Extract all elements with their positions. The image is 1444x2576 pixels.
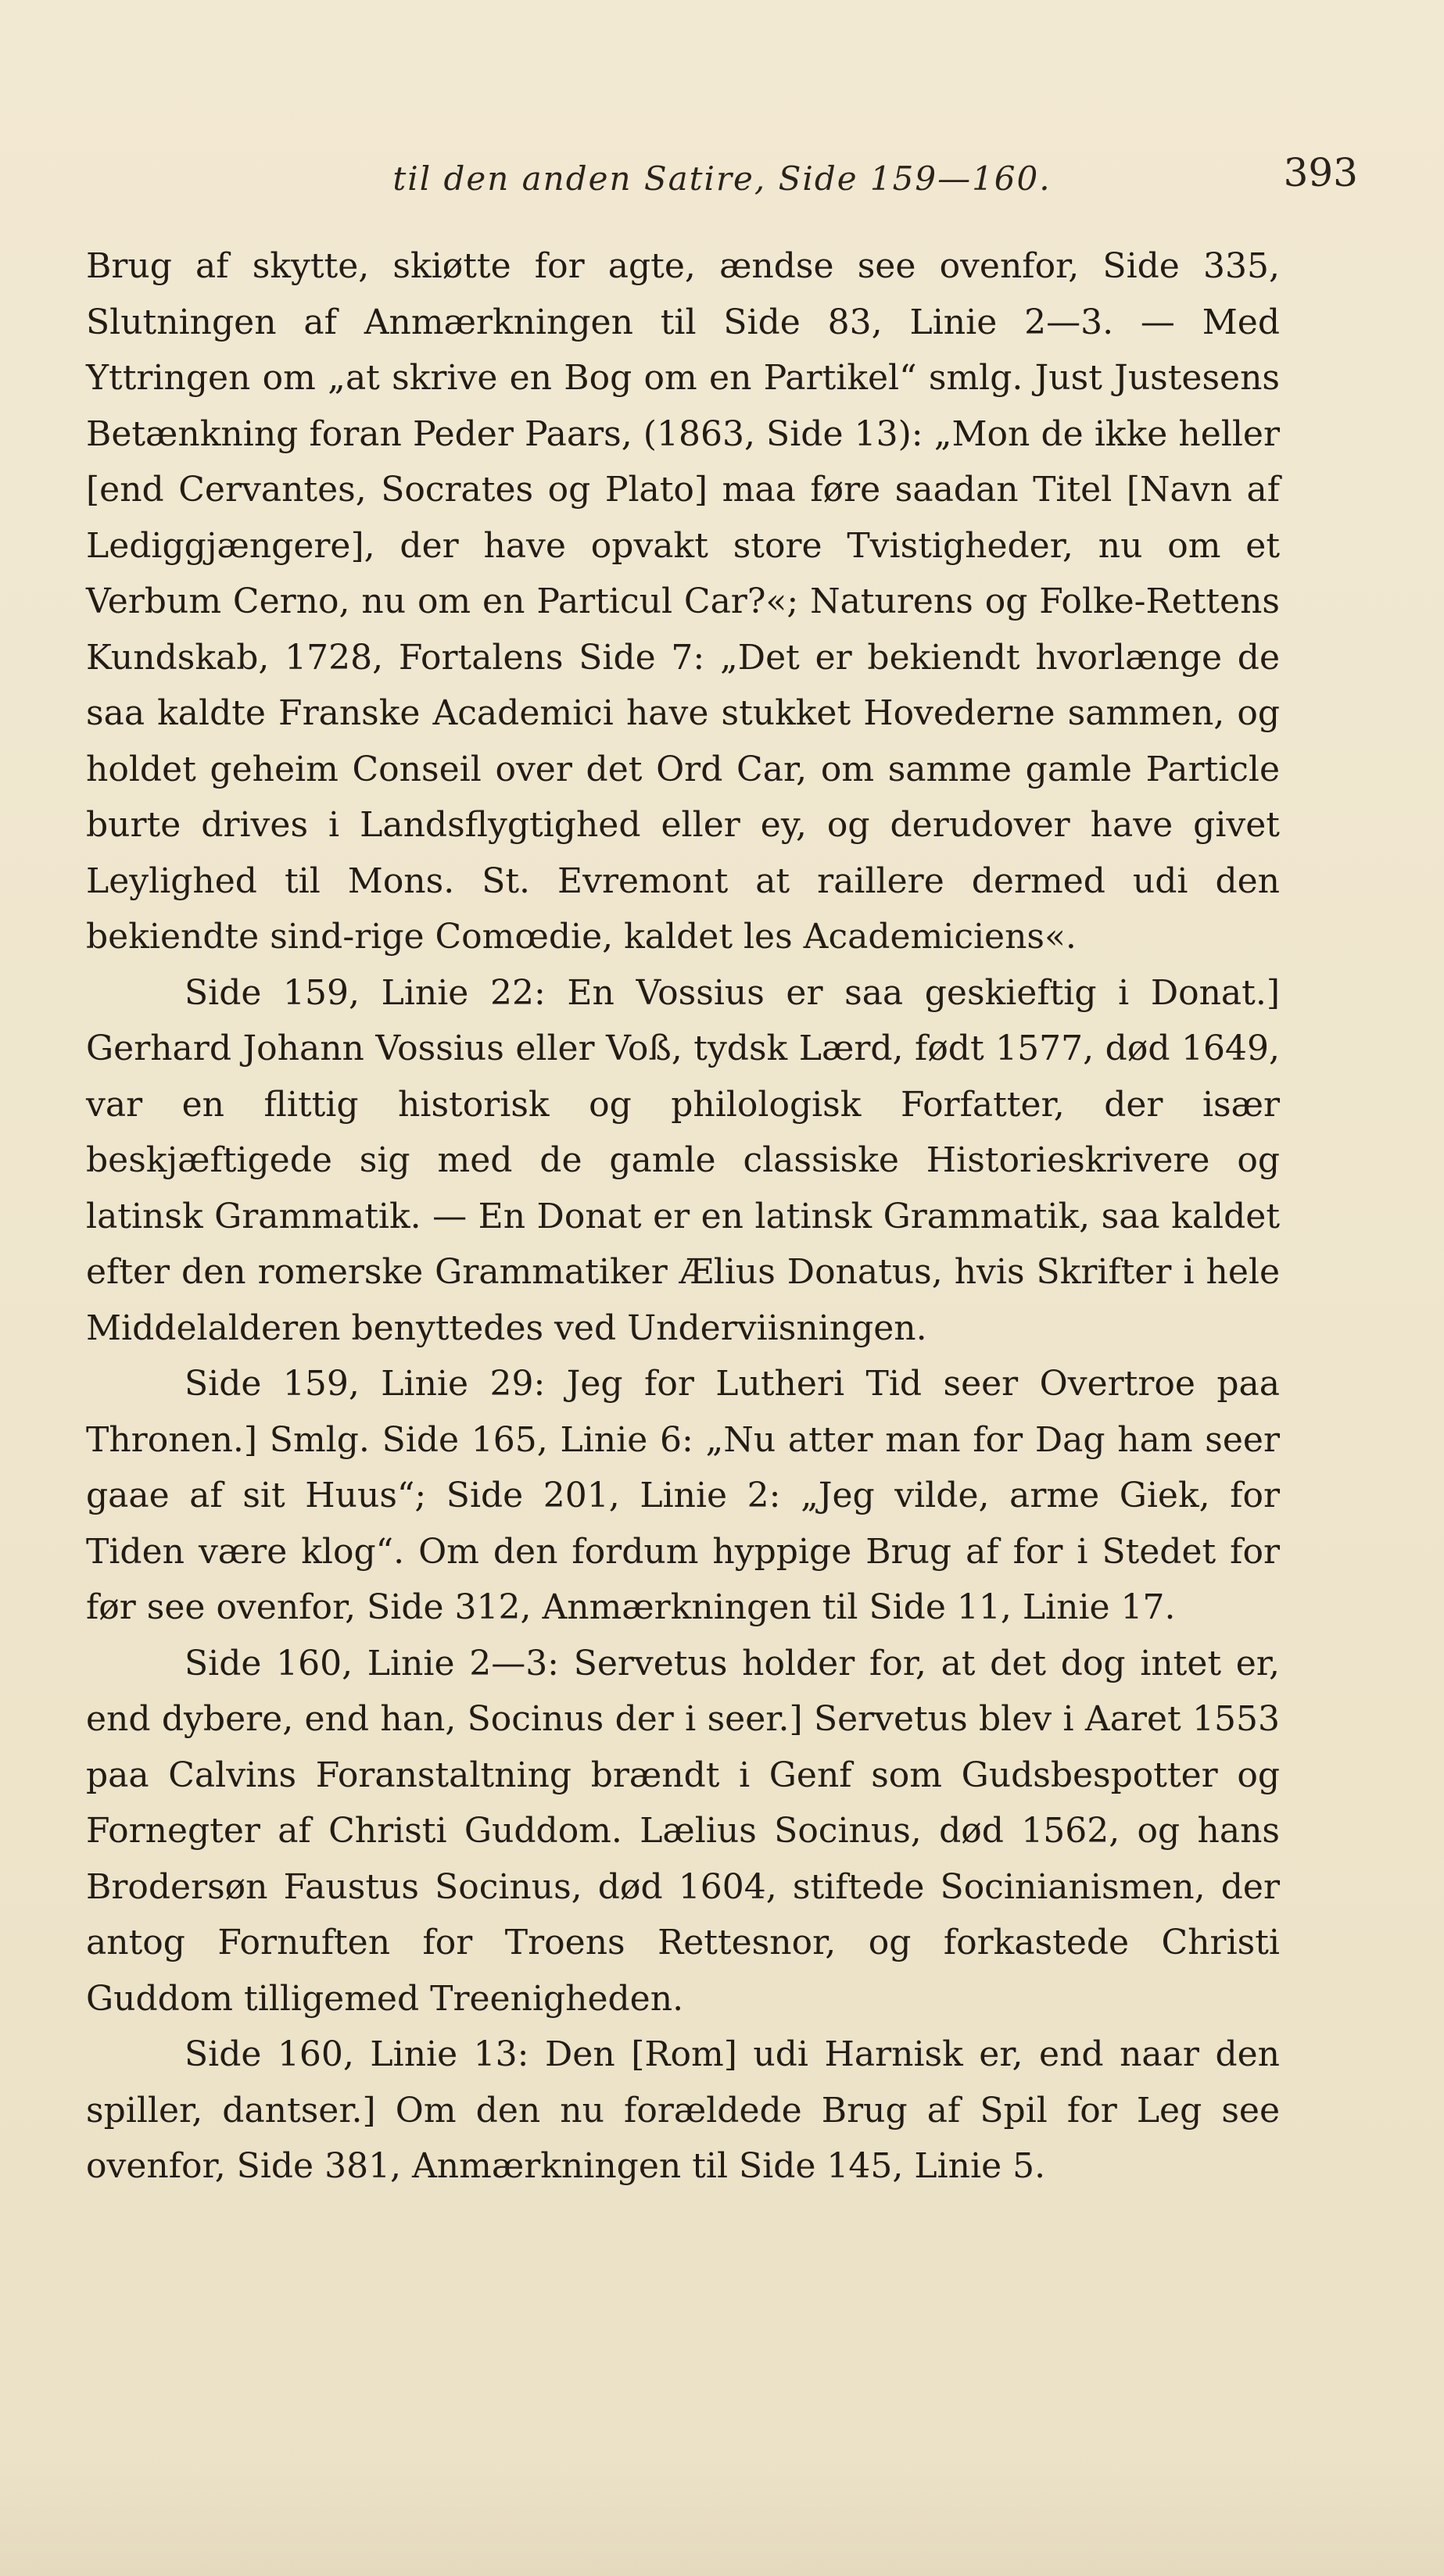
paragraph-note-servetus: Side 160, Linie 2—3: Servetus holder for, at det dog intet er, end dybere, end han, Socinus der i seer.] Servetus blev i Aaret 1553 paa Calvins Foranstaltning brændt i Genf som Gudsbespotter og Fornegter af Christi Guddom. Lælius Socinus, død 1562, og hans Brodersøn Faustus Socinus, død 1604, stiftede Socinianismen, der antog Fornuften for Troens Rettesnor, og forkastede Christi Guddom tilligemed Treenigheden. <box>86 1643 1280 2019</box>
paragraph-note-harnisk: Side 160, Linie 13: Den [Rom] udi Harnisk er, end naar den spiller, dantser.] Om den nu forældede Brug af Spil for Leg see ovenfor, Side 381, Anmærkningen til Side 145, Linie 5. <box>86 2034 1280 2186</box>
page-bottom-shade <box>0 2467 1444 2576</box>
page-header <box>86 150 1358 205</box>
page-number: 393 <box>1283 150 1358 195</box>
paragraph-note-vossius: Side 159, Linie 22: En Vossius er saa geskieftig i Donat.] Gerhard Johann Vossius eller Voß, tydsk Lærd, født 1577, død 1649, var en flittig historisk og philologisk Forfatter, der især beskjæftigede sig med de gamle classiske Historieskrivere og latinsk Grammatik. — En Donat er en latinsk Grammatik, saa kaldet efter den romerske Grammatiker Ælius Donatus, hvis Skrifter i hele Middelalderen benyttedes ved Underviisningen. <box>86 972 1280 1348</box>
running-head: til den anden Satire, Side 159—160. <box>392 159 1052 198</box>
body-text <box>86 238 1280 2195</box>
paragraph-continuation: Brug af skytte, skiøtte for agte, ændse see ovenfor, Side 335, Slutningen af Anmærkningen til Side 83, Linie 2—3. — Med Yttringen om „at skrive en Bog om en Partikel“ smlg. Just Justesens Betænkning foran Peder Paars, (1863, Side 13): „Mon de ikke heller [end Cervantes, Socrates og Plato] maa føre saadan Titel [Navn af Lediggjængere], der have opvakt store Tvistigheder, nu om et Verbum Cerno, nu om en Particul Car?«; Naturens og Folke-Rettens Kundskab, 1728, Fortalens Side 7: „Det er bekiendt hvorlænge de saa kaldte Franske Academici have stukket Hovederne sammen, og holdet geheim Conseil over det Ord Car, om samme gamle Particle burte drives i Landsflygtighed eller ey, og derudover have givet Leylighed til Mons. St. Evremont at raillere dermed udi den bekiendte sind-rige Comœdie, kaldet les Academiciens«. <box>86 246 1280 957</box>
paragraph-note-overtroe: Side 159, Linie 29: Jeg for Lutheri Tid seer Overtroe paa Thronen.] Smlg. Side 165, Linie 6: „Nu atter man for Dag ham seer gaae af sit Huus“; Side 201, Linie 2: „Jeg vilde, arme Giek, for Tiden være klog“. Om den fordum hyppige Brug af for i Stedet for før see ovenfor, Side 312, Anmærkningen til Side 11, Linie 17. <box>86 1364 1280 1627</box>
